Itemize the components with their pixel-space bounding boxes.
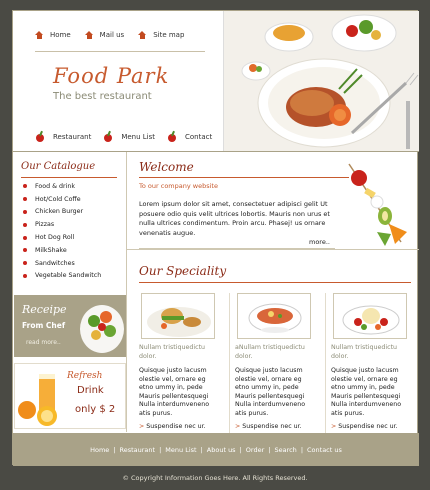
- footer-link-search[interactable]: Search: [274, 445, 297, 454]
- speciality-text: Quisque justo lacusm olestie vel, ornare eg etno ummy in, pede Mauris pellentesquegi Nulla interdumveneno atis purus.: [331, 367, 402, 417]
- catalogue-item-label: MilkShake: [35, 246, 67, 254]
- copyright-text: © Copyright Information Goes Here. All Rights Reserved.: [122, 474, 308, 482]
- chevron-right-icon: >: [331, 423, 337, 430]
- speciality-photo[interactable]: [237, 293, 311, 339]
- speciality-link-1[interactable]: [139, 423, 219, 430]
- orange-juice-image: [17, 366, 67, 428]
- red-dot-icon: [23, 210, 27, 214]
- footer-separator: |: [113, 445, 116, 454]
- divider: [139, 177, 349, 178]
- footer-link-contact-us[interactable]: Contact us: [307, 445, 342, 454]
- welcome-title: Welcome: [139, 160, 194, 174]
- logo-subtitle: The best restaurant: [53, 91, 152, 102]
- drink-promo-price: only $ 2: [75, 404, 116, 415]
- catalogue-title: Our Catalogue: [21, 161, 96, 172]
- drink-promo-title: Refresh: [67, 371, 103, 381]
- speciality-link-1[interactable]: [235, 423, 315, 430]
- footer-separator: |: [239, 445, 242, 454]
- footer-separator: |: [268, 445, 271, 454]
- speciality-caption: Nullam tristiquedictu dolor.: [139, 344, 206, 360]
- footer-link-menu-list[interactable]: Menu List: [165, 445, 197, 454]
- catalogue-item[interactable]: [23, 257, 101, 270]
- footer-link-order[interactable]: Order: [245, 445, 265, 454]
- page-container: [12, 10, 418, 465]
- catalogue-item-label: Hot/Cold Coffe: [35, 195, 81, 203]
- link-label: Suspendise nec ur.: [338, 423, 398, 430]
- catalogue-item-label: Chicken Burger: [35, 208, 84, 216]
- speciality-caption: Nullam tristiquedictu dolor.: [331, 344, 398, 360]
- cherry-icon: [103, 131, 114, 142]
- footer-link-restaurant[interactable]: Restaurant: [119, 445, 156, 454]
- recipe-title: Receipe: [22, 303, 67, 316]
- drink-promo[interactable]: [14, 363, 126, 429]
- divider: [21, 177, 117, 178]
- speciality-column: [139, 293, 219, 447]
- recipe-subtitle: From Chef: [22, 321, 66, 330]
- column-divider: [325, 293, 326, 433]
- top-nav-sitemap[interactable]: [138, 31, 184, 39]
- welcome-body: Lorem ipsum dolor sit amet, consectetuer adipisci gelit Ut posuere odio quis velit ultrices lobortis. Mauris non urus et nulla ultrices condimentum. Proin arcu. Phasej! us ornare venenatis augue.: [139, 200, 330, 237]
- link-label: Suspendise nec ur.: [146, 423, 206, 430]
- catalogue-item-label: Sandwitches: [35, 259, 75, 267]
- footer-separator: |: [200, 445, 203, 454]
- speciality-text: Quisque justo lacusm olestie vel, ornare eg etno ummy in, pede Mauris pellentesquegi Nulla interdumveneno atis purus.: [139, 367, 210, 417]
- catalogue-item-label: Pizzas: [35, 221, 55, 229]
- sub-nav-label: Restaurant: [53, 132, 92, 141]
- top-nav-label: Site map: [153, 31, 185, 39]
- footer-link-about-us[interactable]: About us: [206, 445, 236, 454]
- speciality-section: [127, 251, 419, 432]
- chevron-right-icon: >: [139, 423, 145, 430]
- catalogue-item[interactable]: [23, 206, 101, 219]
- logo-title[interactable]: Food Park: [53, 64, 170, 88]
- catalogue-item[interactable]: [23, 180, 101, 193]
- house-icon: [35, 31, 44, 39]
- welcome-section: [127, 152, 419, 250]
- red-dot-icon: [23, 223, 27, 227]
- sub-nav: [35, 131, 212, 142]
- speciality-column: [331, 293, 411, 447]
- red-dot-icon: [23, 184, 27, 188]
- speciality-title: Our Speciality: [139, 264, 227, 278]
- footer-nav: [13, 433, 419, 466]
- catalogue-list: [23, 180, 101, 282]
- link-label: Suspendise nec ur.: [242, 423, 302, 430]
- speciality-text: Quisque justo lacusm olestie vel, ornare eg etno ummy in, pede Mauris pellentesquegi Nulla interdumveneno atis purus.: [235, 367, 306, 417]
- red-dot-icon: [23, 261, 27, 265]
- recipe-read-more-link[interactable]: read more..: [26, 339, 61, 346]
- red-dot-icon: [23, 236, 27, 240]
- speciality-link-1[interactable]: [331, 423, 411, 430]
- welcome-subtitle: To our company website: [139, 182, 218, 190]
- header-left: [13, 11, 223, 151]
- divider: [35, 51, 205, 52]
- top-nav-home[interactable]: [35, 31, 71, 39]
- catalogue-item-label: Vegetable Sandwitch: [35, 272, 102, 280]
- sub-nav-label: Menu List: [121, 132, 156, 141]
- sub-nav-menu-list[interactable]: [103, 131, 155, 142]
- speciality-photo[interactable]: [333, 293, 407, 339]
- chevron-right-icon: >: [235, 423, 241, 430]
- welcome-more-link[interactable]: more..: [309, 238, 330, 246]
- footer-links: [90, 446, 342, 454]
- house-icon: [138, 31, 147, 39]
- sub-nav-label: Contact: [185, 132, 213, 141]
- header-food-image: [223, 11, 419, 151]
- column-divider: [229, 293, 230, 433]
- red-dot-icon: [23, 274, 27, 278]
- catalogue-item[interactable]: [23, 193, 101, 206]
- top-nav: [35, 31, 184, 39]
- drink-promo-line1: Drink: [77, 385, 104, 396]
- catalogue-item[interactable]: [23, 218, 101, 231]
- red-dot-icon: [23, 197, 27, 201]
- top-nav-label: Mail us: [99, 31, 125, 39]
- cherry-icon: [167, 131, 178, 142]
- recipe-banner[interactable]: [14, 295, 126, 357]
- catalogue-item[interactable]: [23, 270, 101, 283]
- catalogue-item[interactable]: [23, 231, 101, 244]
- fruit-skewer-image: [339, 156, 411, 248]
- salad-bowl-image: [78, 299, 126, 355]
- catalogue-item-label: Food & drink: [35, 182, 75, 190]
- house-icon: [85, 31, 94, 39]
- footer-separator: |: [300, 445, 304, 454]
- divider: [139, 248, 335, 249]
- cherry-icon: [35, 131, 46, 142]
- divider: [139, 282, 411, 283]
- catalogue-item-label: Hot Dog Roll: [35, 234, 75, 242]
- footer-separator: |: [159, 445, 162, 454]
- speciality-column: [235, 293, 315, 447]
- sub-nav-contact[interactable]: [167, 131, 212, 142]
- sub-nav-restaurant[interactable]: [35, 131, 91, 142]
- top-nav-mail[interactable]: [85, 31, 125, 39]
- speciality-caption: aNullam tristiquedictu dolor.: [235, 344, 305, 360]
- red-dot-icon: [23, 248, 27, 252]
- catalogue-item[interactable]: [23, 244, 101, 257]
- top-nav-label: Home: [50, 31, 71, 39]
- footer-link-home[interactable]: Home: [90, 445, 110, 454]
- speciality-photo[interactable]: [141, 293, 215, 339]
